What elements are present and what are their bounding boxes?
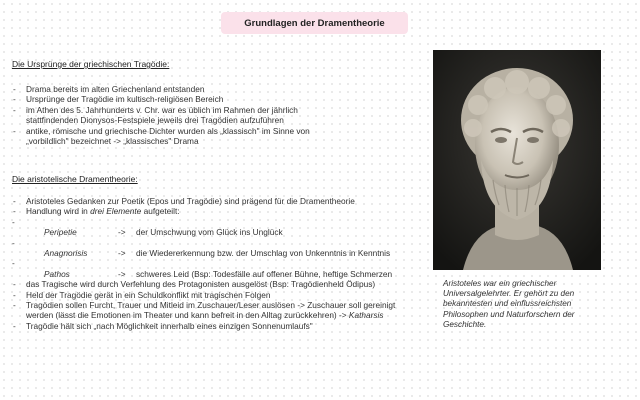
section1-heading: Die Ursprünge der griechischen Tragödie:: [12, 59, 170, 69]
element-term: Peripetie: [44, 227, 77, 238]
list-item: - im Athen des 5. Jahrhunderts v. Chr. war es üblich im Rahmen der jährlich stattfindenden Dionysos-Festspiele jeweils drei Tragödien aufzuführen: [12, 105, 312, 126]
photo-caption: Aristoteles war ein griechischer Universalgelehrter. Er gehört zu den bekanntesten und einflussreichsten Philosophen und Naturforschern der Geschichte.: [443, 279, 575, 329]
section2-list: [12, 196, 417, 331]
item2-emphasis: drei Elemente: [90, 206, 142, 217]
section2-heading-wrap: [12, 174, 417, 184]
item2-prefix: Handlung wird in: [26, 206, 91, 217]
item2-suffix: aufgeteilt:: [141, 206, 180, 217]
list-item: - Held der Tragödie gerät in ein Schuldkonflikt mit tragischen Folgen: [12, 290, 417, 300]
item5-text: Tragödien sollen Furcht, Trauer und Mitleid im Zuschauer/Leser auslösen -> Zuschauer soll gereinigt werden (lässt die Emotionen im Theater und kann befreit in den Alltag zurückkehren) ->: [26, 300, 396, 321]
element-row: - Anagnorisis -> die Wiedererkennung bzw. der Umschlag von Unkenntnis in Kenntnis: [12, 238, 417, 259]
list-item: - Drama bereits im alten Griechenland entstanden: [12, 84, 312, 94]
list-item: [12, 300, 417, 321]
element-term: Pathos: [44, 268, 70, 279]
element-arrow: ->: [118, 248, 126, 259]
element-desc: die Wiedererkennung bzw. der Umschlag von Unkenntnis in Kenntnis: [136, 248, 391, 259]
element-arrow: ->: [118, 227, 126, 238]
element-desc: schweres Leid (Bsp: Todesfälle auf offener Bühne, heftige Schmerzen: [136, 268, 393, 279]
section1-list: [12, 84, 312, 146]
page-title: Grundlagen der Dramentheorie: [221, 12, 408, 34]
item5-emphasis: Katharsis: [348, 310, 384, 321]
list-item: [12, 206, 417, 216]
list-item: - Ursprünge der Tragödie im kultisch-religiösen Bereich: [12, 94, 312, 104]
list-item: - das Tragische wird durch Verfehlung des Protagonisten ausgelöst (Bsp: Tragödienheld Ödipus): [12, 279, 417, 289]
list-item: - antike, römische und griechische Dichter wurden als „klassisch" im Sinne von „vorbildlich" bezeichnet -> „klassisches" Drama: [12, 126, 312, 147]
element-arrow: ->: [118, 268, 126, 279]
bust-illustration: [433, 50, 601, 270]
element-term: Anagnorisis: [44, 248, 88, 259]
element-desc: der Umschwung vom Glück ins Unglück: [136, 227, 283, 238]
section1-heading-wrap: [12, 59, 417, 69]
aristotle-bust-photo: [433, 50, 601, 270]
element-row: - Peripetie -> der Umschwung vom Glück ins Unglück: [12, 217, 417, 238]
section2-heading: Die aristotelische Dramentheorie:: [12, 174, 138, 184]
list-item: - Aristoteles Gedanken zur Poetik (Epos und Tragödie) sind prägend für die Dramentheorie: [12, 196, 417, 206]
list-item: - Tragödie hält sich „nach Möglichkeit innerhalb eines einzigen Sonnenumlaufs": [12, 321, 417, 331]
element-row: - Pathos -> schweres Leid (Bsp: Todesfälle auf offener Bühne, heftige Schmerzen: [12, 258, 417, 279]
